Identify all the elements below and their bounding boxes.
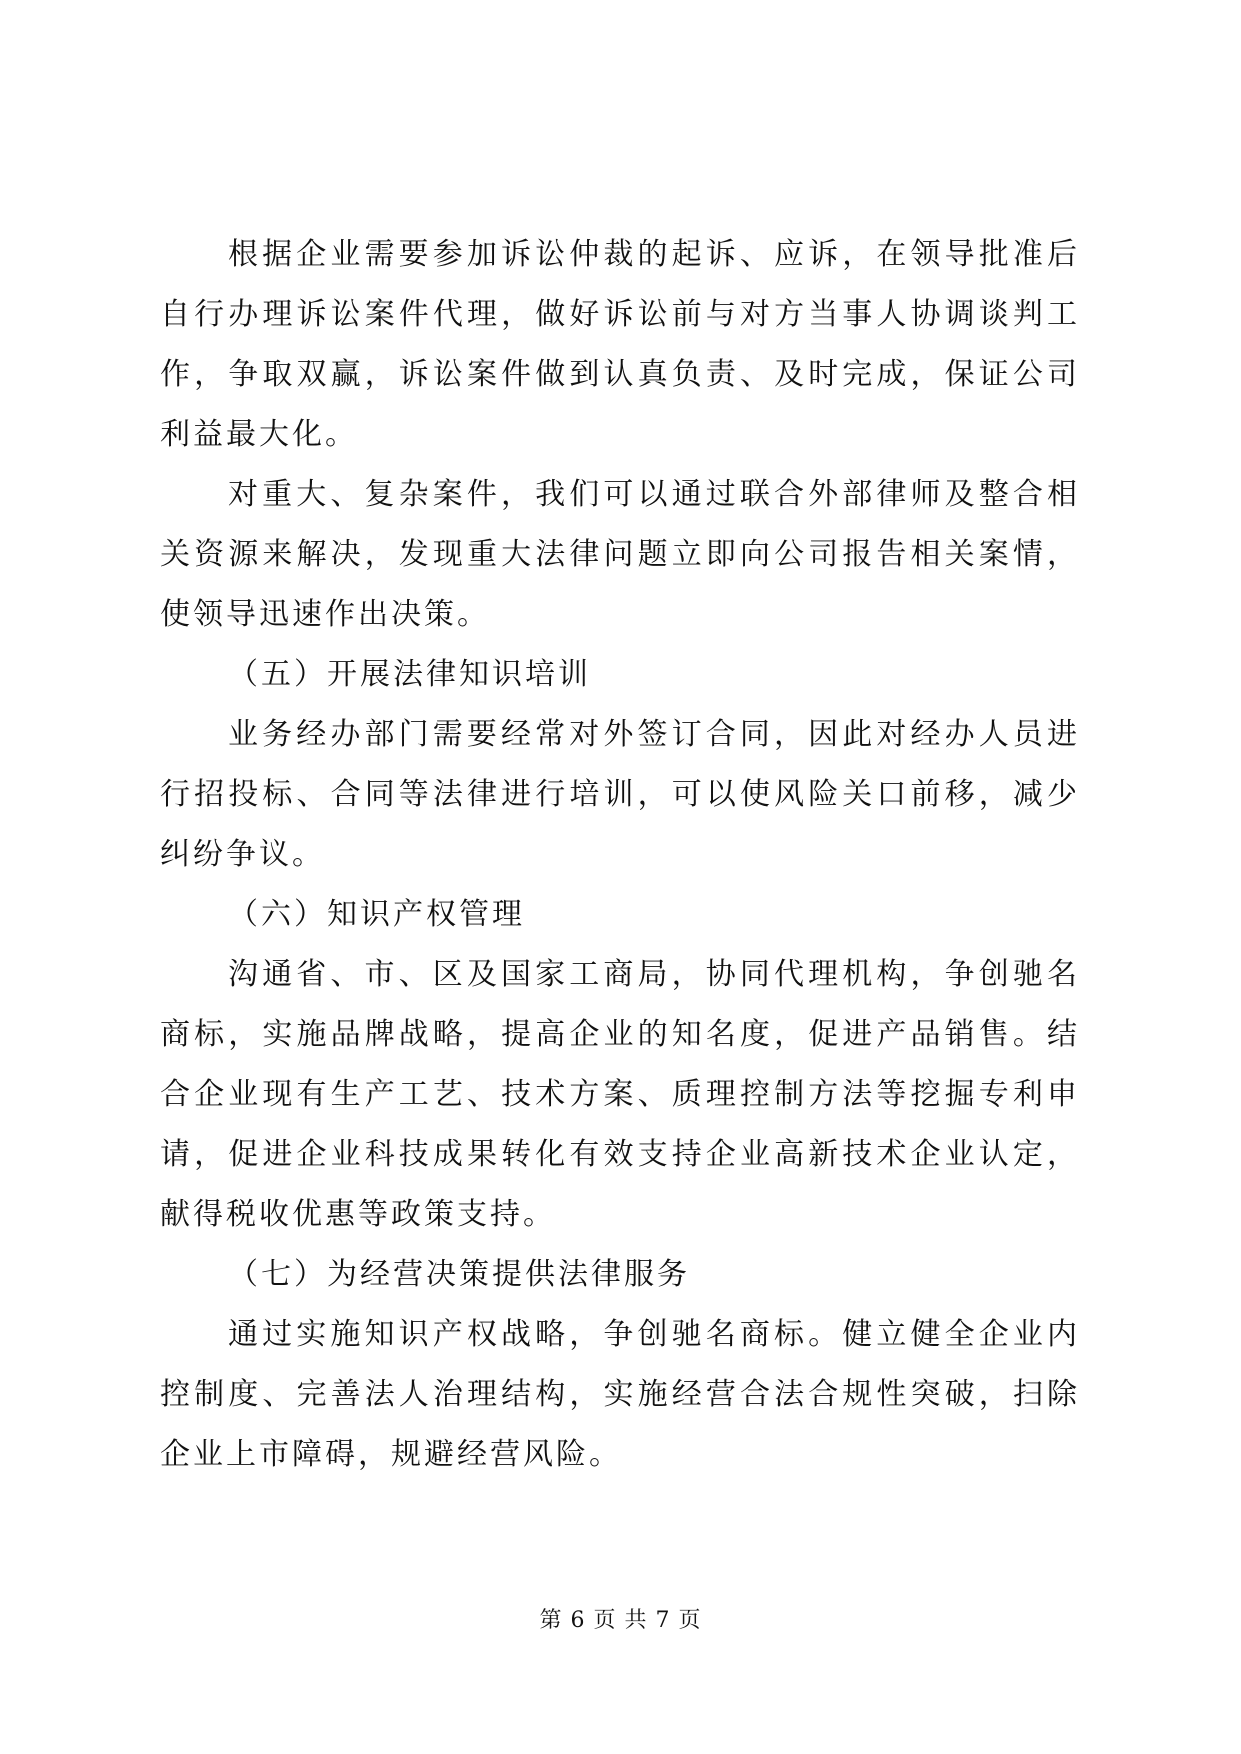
paragraph-ip-management: 沟通省、市、区及国家工商局，协同代理机构，争创驰名商标，实施品牌战略，提高企业的知名度，促进产品销售。结合企业现有生产工艺、技术方案、质理控制方法等挖掘专利申请，促进企业科技成果转化有效支持企业高新技术企业认定，献得税收优惠等政策支持。 (160, 957, 1080, 1232)
paragraph-decision-support: 通过实施知识产权战略，争创驰名商标。健立健全企业内控制度、完善法人治理结构，实施经营合法合规性突破，扫除企业上市障碍，规避经营风险。 (160, 1317, 1080, 1472)
section-heading-6: （六）知识产权管理 (228, 897, 525, 932)
document-body (160, 225, 1080, 1485)
paragraph-training: 业务经办部门需要经常对外签订合同，因此对经办人员进行招投标、合同等法律进行培训，可以使风险关口前移，减少纠纷争议。 (160, 717, 1080, 872)
paragraph-litigation: 根据企业需要参加诉讼仲裁的起诉、应诉，在领导批准后自行办理诉讼案件代理，做好诉讼前与对方当事人协调谈判工作，争取双赢，诉讼案件做到认真负责、及时完成，保证公司利益最大化。 (160, 237, 1080, 452)
paragraph-major-cases: 对重大、复杂案件，我们可以通过联合外部律师及整合相关资源来解决，发现重大法律问题立即向公司报告相关案情，使领导迅速作出决策。 (160, 477, 1080, 632)
section-heading-7: （七）为经营决策提供法律服务 (228, 1257, 690, 1292)
section-heading-5: （五）开展法律知识培训 (228, 657, 591, 692)
page-number-footer: 第 6 页 共 7 页 (539, 1608, 702, 1633)
